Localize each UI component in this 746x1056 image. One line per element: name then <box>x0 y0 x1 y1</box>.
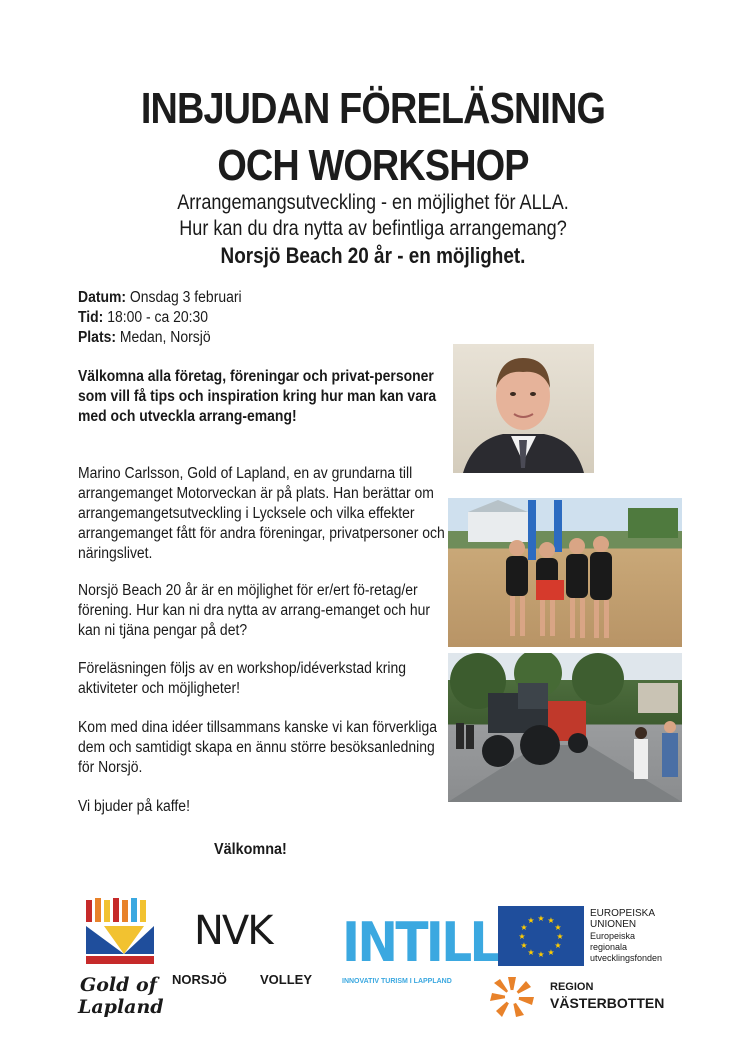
time-row <box>78 308 474 328</box>
region-line-2: VÄSTERBOTTEN <box>550 995 665 1011</box>
norsjo-volley-logo <box>172 902 330 992</box>
gold-of-lapland-logo <box>78 896 170 1022</box>
eu-line-5: utvecklingsfonden <box>590 953 663 963</box>
eu-logo <box>498 906 698 966</box>
volley-logo-left: NORSJÖ <box>172 972 227 987</box>
eu-flag <box>498 906 584 966</box>
region-emblem <box>488 975 536 1019</box>
paragraph-beach: Norsjö Beach 20 år är en möjlighet för er/ert fö-retag/er förening. Hur kan ni dra nytta av arrang-emanget och hur kan ni tjäna pengar på det? <box>78 582 431 639</box>
event-info <box>78 288 474 348</box>
intill-logo-mark: INTILL <box>342 911 498 974</box>
paragraph-speaker: Marino Carlsson, Gold of Lapland, en av grundarna till arrangemanget Motorveckan är på plats. Han berättar om arrangemangetsutveckling i Lycksele och vilka effekter arrangemanget fått för andra föreningar, privatpersoner och näringslivet. <box>78 465 445 562</box>
intill-logo <box>342 911 498 991</box>
time-value: 18:00 - ca 20:30 <box>103 309 209 326</box>
svg-text:★: ★ <box>518 932 526 941</box>
svg-text:★: ★ <box>554 941 562 950</box>
eu-line-2: UNIONEN <box>590 919 637 930</box>
eu-line-1: EUROPEISKA <box>590 908 656 919</box>
svg-text:★: ★ <box>547 948 555 957</box>
speaker-photo <box>453 344 594 473</box>
volley-logo-mark: NVK <box>194 908 272 954</box>
date-row <box>78 288 474 308</box>
paragraph-workshop: Föreläsningen följs av en workshop/idéverkstad kring aktiviteter och möjligheter! <box>78 660 407 697</box>
svg-text:★: ★ <box>537 950 545 959</box>
gold-logo-line-1: Gold of <box>80 974 157 996</box>
gold-logo-line-2: Lapland <box>78 996 164 1018</box>
region-line-1: REGION <box>550 981 594 993</box>
paragraph-ideas: Kom med dina idéer tillsammans kanske vi kan förverkliga dem och samtidigt skapa en ännu större besöksanledning för Norsjö. <box>78 719 437 776</box>
beach-volley-photo <box>448 498 682 647</box>
subtitle-line-2: Hur kan du dra nytta av befintliga arrangemang? <box>179 217 567 240</box>
svg-text:★: ★ <box>547 916 555 925</box>
svg-text:★: ★ <box>556 932 564 941</box>
svg-text:★: ★ <box>520 941 528 950</box>
place-value: Medan, Norsjö <box>115 329 211 346</box>
lead-paragraph: Välkomna alla företag, föreningar och privat-personer som vill få tips och inspiration kring hur man kan vara med och utveckla arrang-emang! <box>78 368 437 425</box>
place-row <box>78 328 474 348</box>
date-value: Onsdag 3 februari <box>126 289 242 306</box>
eu-line-3: Europeiska <box>590 931 636 941</box>
svg-text:★: ★ <box>527 948 535 957</box>
eu-line-4: regionala <box>590 942 628 952</box>
intill-logo-tagline: INNOVATIV TURISM I LAPPLAND <box>342 978 452 985</box>
title-line-2: OCH WORKSHOP <box>217 141 529 190</box>
svg-text:★: ★ <box>520 923 528 932</box>
subtitle-line-1: Arrangemangsutveckling - en möjlighet för ALLA. <box>177 191 569 214</box>
place-label: Plats: <box>78 329 116 346</box>
tractor-parade-photo <box>448 653 682 802</box>
date-label: Datum: <box>78 289 127 306</box>
svg-text:★: ★ <box>527 916 535 925</box>
closing-text: Välkomna! <box>214 841 287 858</box>
svg-text:★: ★ <box>537 914 545 923</box>
subtitle-line-3: Norsjö Beach 20 år - en möjlighet. <box>220 243 526 268</box>
volley-logo-right: VOLLEY <box>260 972 313 987</box>
title-line-1: INBJUDAN FÖRELÄSNING <box>140 84 606 133</box>
paragraph-coffee: Vi bjuder på kaffe! <box>78 798 190 815</box>
svg-text:★: ★ <box>554 923 562 932</box>
time-label: Tid: <box>78 309 104 326</box>
region-vasterbotten-logo <box>488 975 698 1021</box>
